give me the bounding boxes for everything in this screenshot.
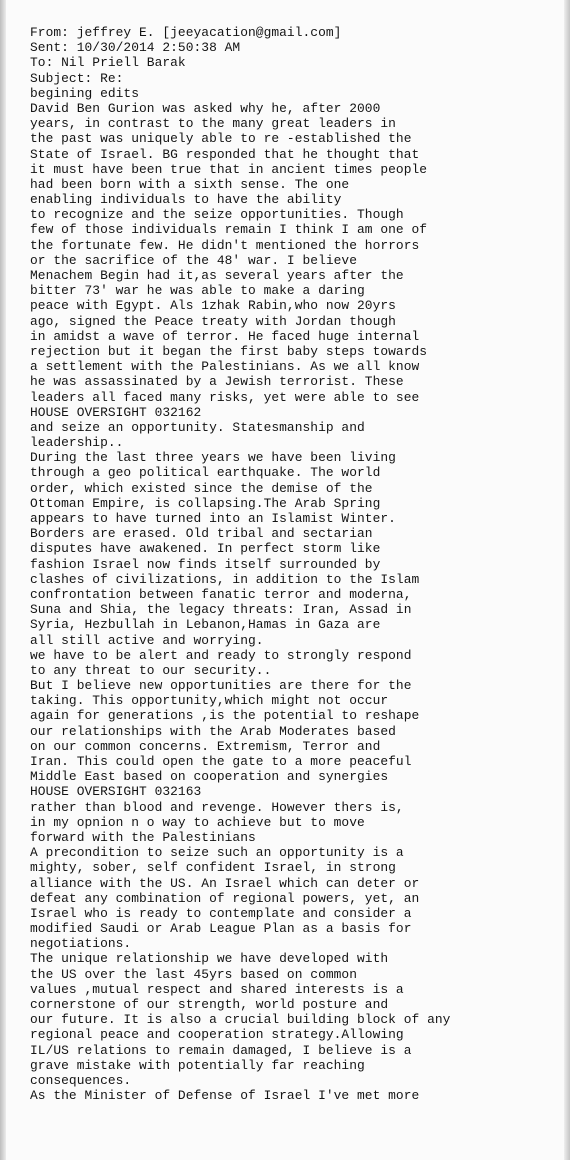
email-body-line: HOUSE OVERSIGHT 032163 bbox=[30, 784, 202, 800]
page-left-edge bbox=[0, 0, 6, 1160]
email-body-line: and seize an opportunity. Statesmanship and bbox=[30, 419, 365, 435]
email-body-line: A precondition to seize such an opportunity is a bbox=[30, 845, 404, 861]
email-body-line: begining edits bbox=[30, 85, 139, 101]
email-body-line: to recognize and the seize opportunities. Though bbox=[30, 207, 404, 223]
email-body-line: values ,mutual respect and shared interests is a bbox=[30, 981, 404, 997]
email-body-line: again for generations ,is the potential to reshape bbox=[30, 708, 420, 724]
email-body-line: in amidst a wave of terror. He faced huge internal bbox=[30, 328, 420, 344]
email-body-line: Suna and Shia, the legacy threats: Iran, Assad in bbox=[30, 602, 412, 618]
email-body-line: Borders are erased. Old tribal and sectarian bbox=[30, 526, 373, 542]
email-body-line: he was assassinated by a Jewish terrorist. These bbox=[30, 374, 404, 390]
email-body-line: rather than blood and revenge. However thers is, bbox=[30, 799, 404, 815]
email-body-line: or the sacrifice of the 48' war. I believe bbox=[30, 252, 357, 268]
email-sent: Sent: 10/30/2014 2:50:38 AM bbox=[30, 40, 241, 56]
email-body-line: Syria, Hezbullah in Lebanon,Hamas in Gaza are bbox=[30, 617, 381, 633]
email-body-line: all still active and worrying. bbox=[30, 632, 264, 648]
email-body-line: had been born with a sixth sense. The one bbox=[30, 176, 350, 192]
email-body-line: few of those individuals remain I think I am one of bbox=[30, 222, 428, 238]
email-body-line: clashes of civilizations, in addition to the Islam bbox=[30, 571, 420, 587]
email-from: From: jeffrey E. [jeeyacation@gmail.com] bbox=[30, 25, 342, 40]
email-body-line: a settlement with the Palestinians. As we all know bbox=[30, 359, 420, 375]
email-body-line: Israel who is ready to contemplate and consider a bbox=[30, 905, 412, 921]
email-body-line: ago, signed the Peace treaty with Jordan though bbox=[30, 313, 396, 329]
email-body-line: alliance with the US. An Israel which can deter or bbox=[30, 875, 420, 891]
email-body-line: the fortunate few. He didn't mentioned the horrors bbox=[30, 237, 420, 253]
email-body bbox=[30, 86, 540, 1104]
email-body-line: The unique relationship we have developed with bbox=[30, 951, 389, 967]
email-to: To: Nil Priell Barak bbox=[30, 55, 186, 71]
email-body-line: rejection but it began the first baby steps towards bbox=[30, 343, 428, 359]
email-document bbox=[30, 25, 540, 1103]
email-body-line: forward with the Palestinians bbox=[30, 829, 256, 845]
email-body-line: the past was uniquely able to re -established the bbox=[30, 131, 412, 147]
email-body-line: leaders all faced many risks, yet were able to see bbox=[30, 389, 420, 405]
email-body-line: on our common concerns. Extremism, Terror and bbox=[30, 738, 381, 754]
email-body-line: negotiations. bbox=[30, 936, 132, 952]
email-body-line: cornerstone of our strength, world posture and bbox=[30, 997, 389, 1012]
email-body-line: through a geo political earthquake. The world bbox=[30, 465, 381, 481]
email-body-line: in my opnion n o way to achieve but to move bbox=[30, 814, 365, 830]
email-body-line: fashion Israel now finds itself surrounded by bbox=[30, 556, 381, 572]
email-body-line: peace with Egypt. Als 1zhak Rabin,who now 20yrs bbox=[30, 298, 396, 314]
email-body-line: But I believe new opportunities are there for the bbox=[30, 678, 412, 694]
email-body-line: enabling individuals to have the ability bbox=[30, 192, 342, 208]
email-body-line: we have to be alert and ready to strongly respond bbox=[30, 647, 412, 663]
email-body-line: modified Saudi or Arab League Plan as a basis for bbox=[30, 921, 412, 937]
email-body-line: order, which existed since the demise of the bbox=[30, 480, 373, 496]
email-body-line: grave mistake with potentially far reaching bbox=[30, 1057, 365, 1073]
email-body-line: appears to have turned into an Islamist Winter. bbox=[30, 511, 396, 526]
email-body-line: it must have been true that in ancient times people bbox=[30, 161, 428, 177]
email-body-line: consequences. bbox=[30, 1072, 132, 1088]
email-body-line: to any threat to our security.. bbox=[30, 662, 272, 678]
email-body-line: years, in contrast to the many great leaders in bbox=[30, 116, 396, 132]
email-body-line: defeat any combination of regional powers, yet, an bbox=[30, 890, 420, 906]
email-body-line: As the Minister of Defense of Israel I've met more bbox=[30, 1088, 420, 1104]
email-body-line: State of Israel. BG responded that he thought that bbox=[30, 146, 420, 162]
page-right-edge bbox=[564, 0, 570, 1160]
email-body-line: mighty, sober, self confident Israel, in strong bbox=[30, 860, 396, 876]
email-body-line: David Ben Gurion was asked why he, after 2000 bbox=[30, 100, 381, 116]
email-body-line: During the last three years we have been living bbox=[30, 450, 396, 466]
email-body-line: our relationships with the Arab Moderates based bbox=[30, 723, 396, 739]
email-body-line: Ottoman Empire, is collapsing.The Arab Spring bbox=[30, 495, 381, 511]
email-body-line: HOUSE OVERSIGHT 032162 bbox=[30, 404, 202, 420]
email-body-line: taking. This opportunity,which might not occur bbox=[30, 693, 389, 709]
email-body-line: Iran. This could open the gate to a more peaceful bbox=[30, 754, 412, 769]
email-subject: Subject: Re: bbox=[30, 70, 124, 86]
email-body-line: IL/US relations to remain damaged, I believe is a bbox=[30, 1042, 412, 1058]
email-body-line: confrontation between fanatic terror and moderna, bbox=[30, 586, 412, 602]
email-body-line: our future. It is also a crucial building block of any bbox=[30, 1012, 451, 1028]
email-body-line: bitter 73' war he was able to make a daring bbox=[30, 283, 365, 299]
email-body-line: leadership.. bbox=[30, 435, 124, 451]
email-body-line: regional peace and cooperation strategy.Allowing bbox=[30, 1027, 404, 1043]
email-body-line: the US over the last 45yrs based on common bbox=[30, 966, 357, 982]
email-body-line: Middle East based on cooperation and synergies bbox=[30, 769, 389, 785]
email-body-line: Menachem Begin had it,as several years after the bbox=[30, 268, 404, 283]
email-body-line: disputes have awakened. In perfect storm like bbox=[30, 541, 381, 557]
